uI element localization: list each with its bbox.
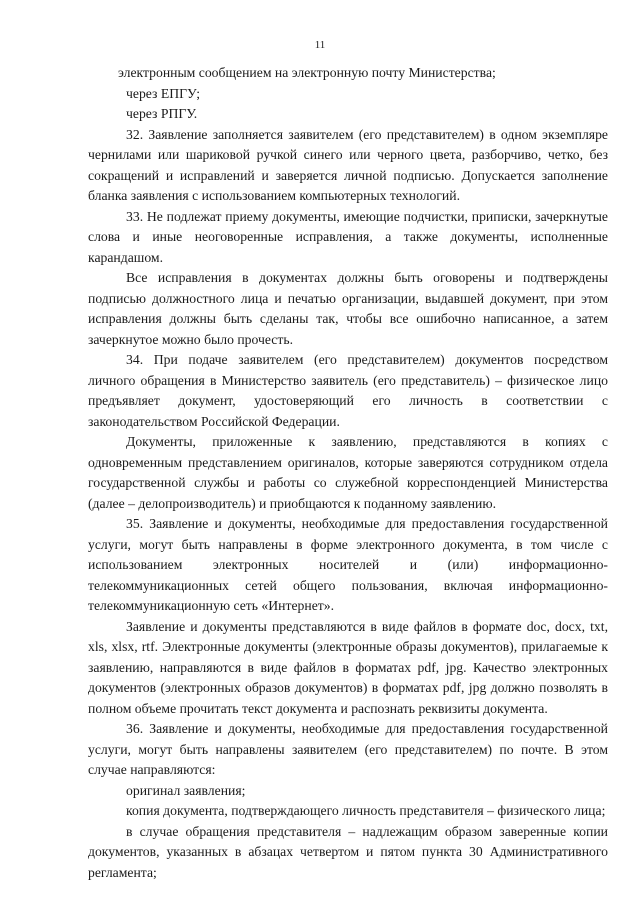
paragraph-file-formats: Заявление и документы представляются в виде файлов в формате doc, docx, txt, xls, xlsx, rtf. Электронные документы (электронные образы документов), прилагаемые к заявлению, направляются в виде файлов в форматах pdf, jpg. Качество электронных документов (электронных образов документов) в форматах pdf, jpg должно позволять в полном объеме прочитать текст документа и распознать реквизиты документа.: [88, 618, 608, 716]
page-number: 11: [314, 39, 326, 51]
paragraph-item-33: 33. Не подлежат приему документы, имеющие подчистки, приписки, зачеркнутые слова и иные неоговоренные исправления, а также документы, исполненные карандашом.: [88, 208, 608, 265]
paragraph-corrections: Все исправления в документах должны быть оговорены и подтверждены подписью должностного лица и печатью организации, выдавшей документ, при этом исправления должны быть сделаны так, чтобы все ошибочно написанное, а затем зачеркнутое можно было прочесть.: [88, 270, 608, 347]
paragraph-item-32: 32. Заявление заполняется заявителем (его представителем) в одном экземпляре чернилами или шариковой ручкой синего или черного цвета, разборчиво, четко, без сокращений и исправлений и заверяется личной подписью. Допускается заполнение бланка заявления с использованием компьютерных технологий.: [88, 126, 608, 203]
paragraph-item-34: 34. При подаче заявителем (его представителем) документов посредством личного обращения в Министерство заявитель (его представитель) – физическое лицо предъявляет документ, удостоверяющий его личность в соответствии с законодательством Российской Федерации.: [88, 352, 608, 429]
paragraph-item-35: 35. Заявление и документы, необходимые для предоставления государственной услуги, могут быть направлены в форме электронного документа, в том числе с использованием электронных носителей и (или) информационно-телекоммуникационных сетей общего пользования, включая информационно-телекоммуникационную сеть «Интернет».: [88, 516, 608, 613]
paragraph-item-36: 36. Заявление и документы, необходимые для предоставления государственной услуги, могут быть направлены заявителем (его представителем) по почте. В этом случае направляются:: [88, 721, 608, 777]
paragraph-epgu-channel: через ЕПГУ;: [126, 85, 201, 101]
document-body: [88, 63, 608, 883]
paragraph-identity-copy: копия документа, подтверждающего личность представителя – физического лица;: [126, 803, 606, 818]
paragraph-copies: Документы, приложенные к заявлению, представляются в копиях с одновременным представлением оригиналов, которые заверяются сотрудником отдела государственной службы и работы со служебной корреспонденцией Министерства (далее – делопроизводитель) и приобщаются к поданному заявлению.: [88, 434, 608, 511]
paragraph-representative-copies: в случае обращения представителя – надлежащим образом заверенные копии документов, указанных в абзацах четвертом и пятом пункта 30 Административного регламента;: [88, 823, 608, 880]
paragraph-rpgu-channel: через РПГУ.: [126, 106, 198, 121]
paragraph-original-application: оригинал заявления;: [126, 782, 246, 798]
paragraph-email-channel: электронным сообщением на электронную почту Министерства;: [118, 65, 496, 80]
